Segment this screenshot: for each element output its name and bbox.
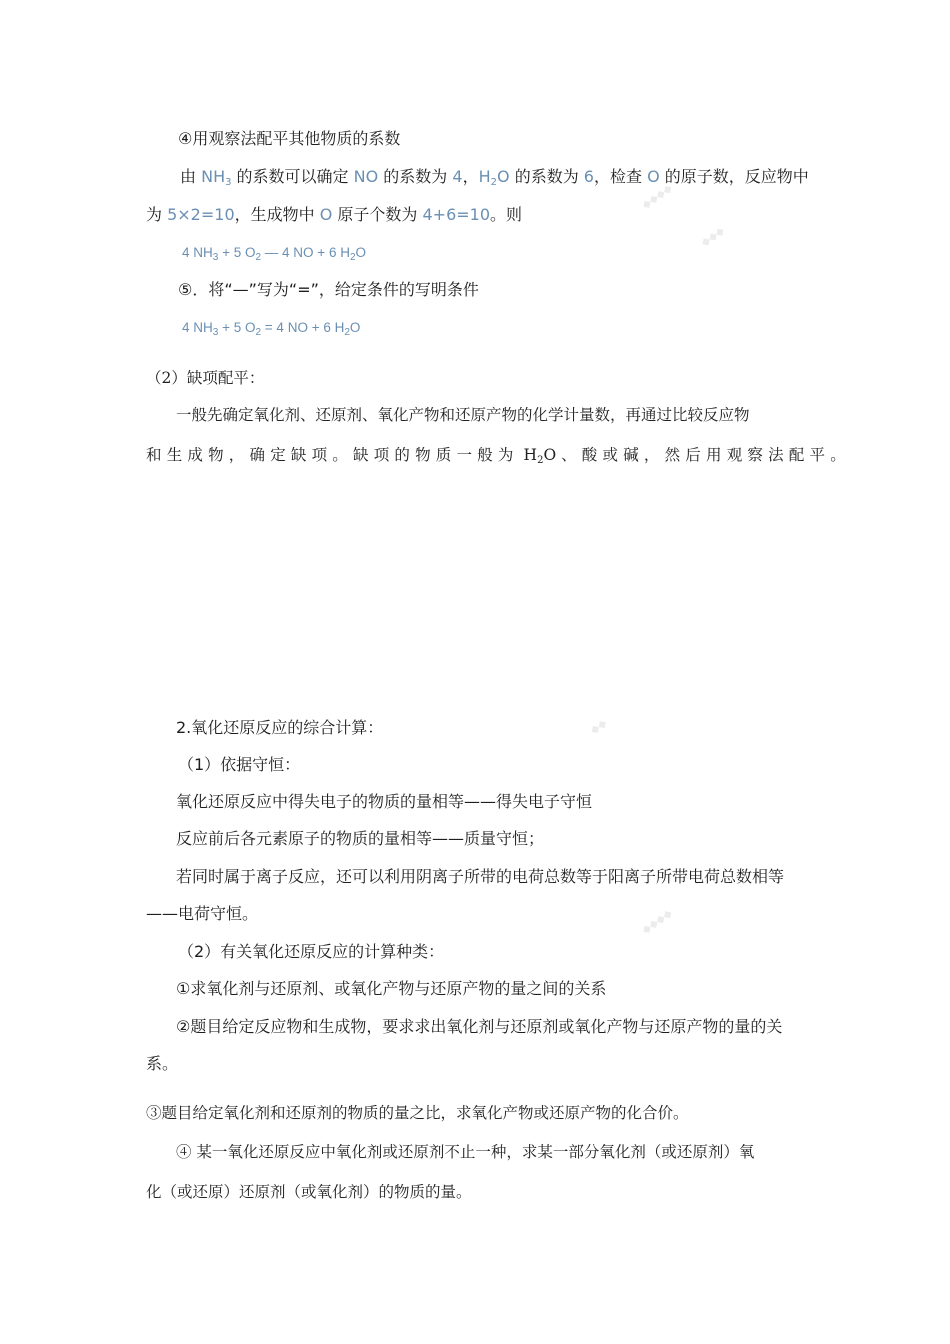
equation-balanced: 4 $NH_3 + 5$ $O_2 = 4$ NO + 6 $H_2O$ [182,320,361,338]
missing-items-paragraph-1: 一般先确定氧化剂、还原剂、氧化产物和还原产物的化学计量数，再通过比较反应物 [176,406,750,424]
watermark: ◆◆◆◆ [639,181,675,212]
calculation-heading: 2.氧化还原反应的综合计算： [176,718,384,737]
mass-conservation-line: 反应前后各元素原子的物质的量相等——质量守恒； [176,829,545,848]
calculation-type-2-end: 系。 [146,1054,179,1073]
charge-conservation-end: ——电荷守恒。 [146,904,259,923]
calculation-type-2: ②题目给定反应物和生成物，要求求出氧化剂与还原剂或氧化产物与还原产物的量的关 [176,1017,783,1036]
charge-conservation-line: 若同时属于离子反应，还可以利用阴离子所带的电荷总数等于阳离子所带电荷总数相等 [176,867,785,886]
watermark: ◆◆◆ [698,223,727,250]
conservation-subheading: （1）依据守恒： [178,755,301,774]
paragraph-coefficients: 由 $NH_3$ 的系数可以确定 NO 的系数为 4，$H_2O$ 的系数为 6，检查 O 的原子数，反应物中 [180,167,809,188]
missing-items-paragraph-2: 和生成物，确定缺项。缺项的物质一般为 $H_2O$ 、酸或碱，然后用观察法配平。 [146,446,851,466]
calculation-type-4: ④ 某一氧化还原反应中氧化剂或还原剂不止一种，求某一部分氧化剂（或还原剂）氧 [176,1143,755,1161]
step4-title: ④用观察法配平其他物质的系数 [178,129,401,148]
watermark: ◆◆ [587,716,610,737]
watermark: ◆◆◆◆ [639,906,675,937]
step5-title: ⑤．将“—”写为“=”，给定条件的写明条件 [178,280,479,299]
paragraph-atom-count: 为 5×2=10，生成物中 O 原子个数为 4+6=10。则 [146,205,523,224]
missing-items-heading: （2）缺项配平： [146,369,265,387]
calculation-type-1: ①求氧化剂与还原剂、或氧化产物与还原产物的量之间的关系 [176,979,607,998]
equation-unbalanced: 4 $NH_3 + 5$ $O_2$ — 4 NO + 6 $H_2O$ [182,245,367,263]
calculation-type-3: ③题目给定氧化剂和还原剂的物质的量之比，求氧化产物或还原产物的化合价。 [146,1104,689,1122]
calculation-types-subheading: （2）有关氧化还原反应的计算种类： [178,942,445,961]
electron-conservation-line: 氧化还原反应中得失电子的物质的量相等——得失电子守恒 [176,792,593,811]
calculation-type-4-end: 化（或还原）还原剂（或氧化剂）的物质的量。 [146,1183,472,1201]
